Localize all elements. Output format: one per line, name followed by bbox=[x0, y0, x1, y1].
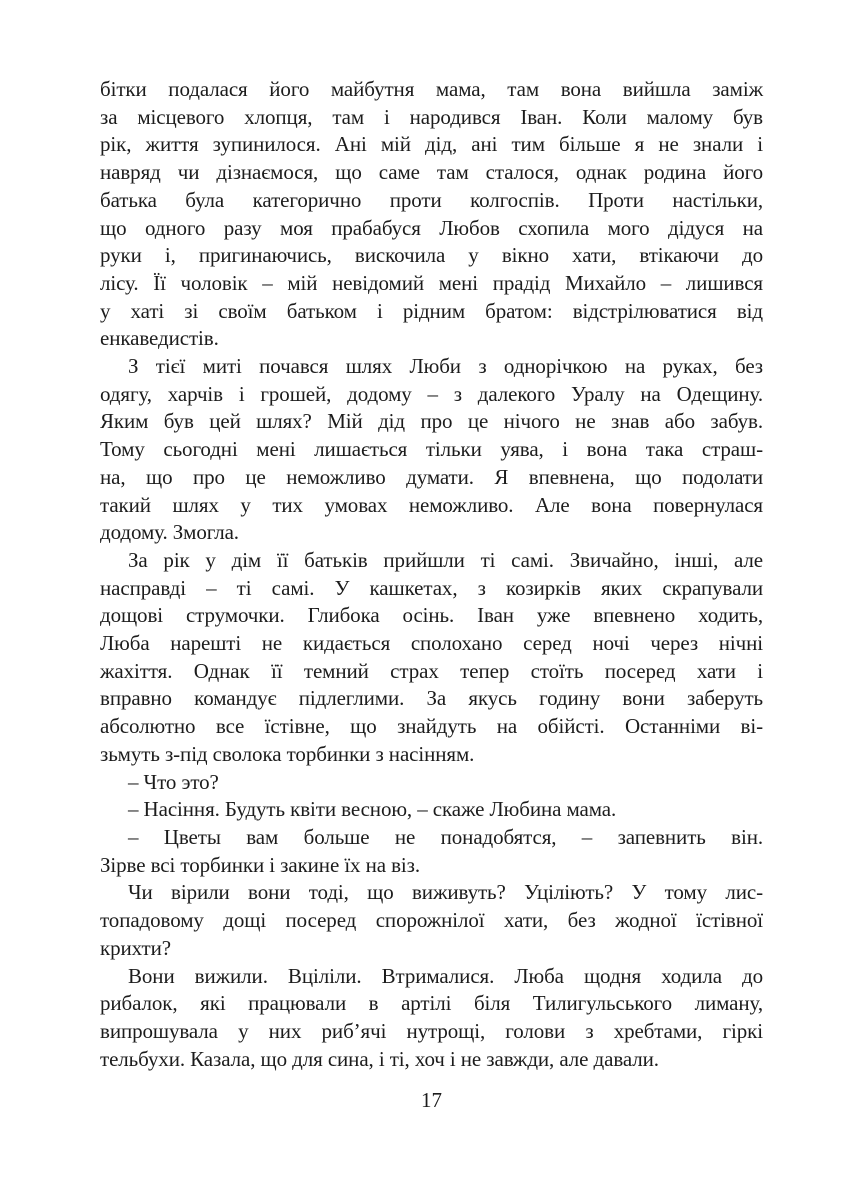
text-line: додому. Змогла. bbox=[100, 520, 239, 545]
text-line: тельбухи. Казала, що для сина, і ті, хоч і не завжди, але давали. bbox=[100, 1046, 659, 1071]
text-line: такий шлях у тих умовах неможливо. Але вона повернулася bbox=[100, 492, 763, 517]
text-line: рік, життя зупинилося. Ані мій дід, ані тим більше я не знали і bbox=[100, 132, 763, 157]
paragraph-7 bbox=[100, 879, 763, 962]
text-line: енкаведистів. bbox=[100, 326, 219, 351]
text-block bbox=[100, 76, 763, 1073]
text-line: у хаті зі своїм батьком і рідним братом: відстрілюватися від bbox=[100, 298, 763, 323]
paragraph-4 bbox=[100, 769, 763, 797]
text-line: жахіття. Однак її темний страх тепер стоїть посеред хати і bbox=[100, 658, 763, 683]
text-line: – Что это? bbox=[128, 769, 219, 794]
text-line: зьмуть з-під сволока торбинки з насінням. bbox=[100, 741, 475, 766]
text-line: Вони вижили. Вціліли. Втрималися. Люба щодня ходила до bbox=[128, 963, 763, 988]
text-line: Яким був цей шлях? Мій дід про це нічого не знав або забув. bbox=[100, 409, 763, 434]
paragraph-1 bbox=[100, 76, 763, 353]
text-line: лісу. Її чоловік – мій невідомий мені прадід Михайло – лишився bbox=[100, 270, 763, 295]
paragraph-3 bbox=[100, 547, 763, 769]
text-line: крихти? bbox=[100, 935, 171, 960]
paragraph-6 bbox=[100, 824, 763, 879]
text-line: За рік у дім її батьків прийшли ті самі. Звичайно, інші, але bbox=[128, 547, 763, 572]
text-line: Зірве всі торбинки і закине їх на віз. bbox=[100, 852, 421, 877]
text-line: З тієї миті почався шлях Люби з однорічкою на руках, без bbox=[128, 354, 763, 379]
text-line: насправді – ті самі. У кашкетах, з козирків яких скрапували bbox=[100, 575, 763, 600]
text-line: батька була категорично проти колгоспів. Проти настільки, bbox=[100, 187, 763, 212]
text-line: одягу, харчів і грошей, додому – з далекого Уралу на Одещину. bbox=[100, 381, 763, 406]
paragraph-8 bbox=[100, 963, 763, 1074]
text-line: дощові струмочки. Глибока осінь. Іван уже впевнено ходить, bbox=[100, 603, 763, 628]
text-line: абсолютно все їстівне, що знайдуть на обійсті. Останніми ві- bbox=[100, 714, 763, 739]
text-line: за місцевого хлопця, там і народився Іван. Коли малому був bbox=[100, 104, 763, 129]
text-line: вправно командує підлеглими. За якусь годину вони заберуть bbox=[100, 686, 763, 711]
text-line: навряд чи дізнаємося, що саме там сталося, однак родина його bbox=[100, 160, 763, 185]
text-line: рибалок, які працювали в артілі біля Тилигульського лиману, bbox=[100, 991, 763, 1016]
text-line: Чи вірили вони тоді, що виживуть? Уціліють? У тому лис- bbox=[128, 880, 763, 905]
text-line: що одного разу моя прабабуся Любов схопила мого дідуся на bbox=[100, 215, 763, 240]
page-number: 17 bbox=[421, 1088, 442, 1112]
text-line: – Насіння. Будуть квіти весною, – скаже Любина мама. bbox=[128, 797, 617, 822]
paragraph-2 bbox=[100, 353, 763, 547]
text-line: Люба нарешті не кидається сполохано серед ночі через нічні bbox=[100, 631, 763, 656]
text-line: – Цветы вам больше не понадобятся, – запевнить він. bbox=[128, 824, 763, 849]
text-line: руки і, пригинаючись, вискочила у вікно хати, втікаючи до bbox=[100, 243, 763, 268]
text-line: на, що про це неможливо думати. Я впевнена, що подолати bbox=[100, 464, 763, 489]
text-line: Тому сьогодні мені лишається тільки уява, і вона така страш- bbox=[100, 437, 763, 462]
text-line: бітки подалася його майбутня мама, там вона вийшла заміж bbox=[100, 77, 763, 101]
text-line: топадовому дощі посеред спорожнілої хати, без жодної їстівної bbox=[100, 908, 763, 933]
paragraph-5 bbox=[100, 796, 763, 824]
text-line: випрошувала у них риб’ячі нутрощі, голови з хребтами, гіркі bbox=[100, 1018, 763, 1043]
